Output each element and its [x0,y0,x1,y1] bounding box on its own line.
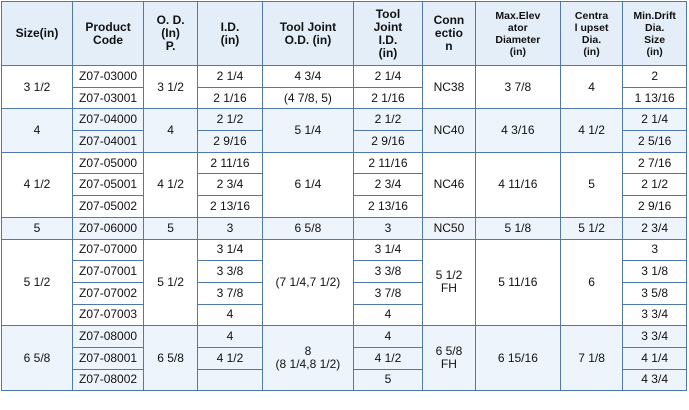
tool-joint-od-cell: 6 5/8 [262,217,353,239]
table-row [2,217,687,239]
table-row [2,152,687,174]
max-elevator-cell: 5 11/16 [475,239,560,326]
drill-pipe-spec-table [1,1,687,391]
product-code-cell: Z07-05002 [73,196,144,218]
tool-joint-id-cell: 4 [354,304,423,326]
tool-joint-id-cell: 2 1/16 [354,87,423,109]
central-upset-cell: 6 [560,239,623,326]
product-code-cell: Z07-07002 [73,282,144,304]
table-row [2,66,687,88]
max-elevator-cell: 6 15/16 [475,326,560,391]
id-cell: 3 [198,217,263,239]
max-elevator-cell: 5 1/8 [475,217,560,239]
central-upset-cell: 7 1/8 [560,326,623,391]
table-row [2,326,687,348]
tool-joint-id-cell: 2 13/16 [354,196,423,218]
header-size: Size(in) [2,2,73,66]
tool-joint-id-cell: 2 9/16 [354,131,423,153]
tool-joint-id-cell: 2 1/2 [354,109,423,131]
id-cell: 2 9/16 [198,131,263,153]
id-cell: 3 1/4 [198,239,263,261]
id-cell: 2 1/4 [198,66,263,88]
id-cell: 2 11/16 [198,152,263,174]
min-drift-cell: 2 5/16 [623,131,687,153]
connection-cell: NC50 [422,217,475,239]
connection-cell: NC38 [422,66,475,109]
min-drift-cell: 2 1/4 [623,109,687,131]
id-cell: 2 1/2 [198,109,263,131]
product-code-cell: Z07-08000 [73,326,144,348]
product-code-cell: Z07-04000 [73,109,144,131]
min-drift-cell: 3 5/8 [623,282,687,304]
tool-joint-id-cell: 3 7/8 [354,282,423,304]
size-cell: 3 1/2 [2,66,73,109]
connection-cell: 6 5/8 FH [422,326,475,391]
tool-joint-id-cell: 2 11/16 [354,152,423,174]
max-elevator-cell: 4 11/16 [475,152,560,217]
id-cell: 2 1/16 [198,87,263,109]
product-code-cell: Z07-07003 [73,304,144,326]
id-cell: 4 1/2 [198,347,263,369]
min-drift-cell: 2 1/2 [623,174,687,196]
id-cell [198,369,263,391]
header-id: I.D. (in) [198,2,263,66]
central-upset-cell: 5 1/2 [560,217,623,239]
tool-joint-id-cell: 3 3/8 [354,261,423,283]
product-code-cell: Z07-07001 [73,261,144,283]
min-drift-cell: 3 1/8 [623,261,687,283]
tool-joint-id-cell: 4 1/2 [354,347,423,369]
size-cell: 4 [2,109,73,152]
header-product-code: Product Code [73,2,144,66]
product-code-cell: Z07-05000 [73,152,144,174]
size-cell: 5 1/2 [2,239,73,326]
tool-joint-od-cell: (7 1/4,7 1/2) [262,239,353,326]
connection-cell: NC40 [422,109,475,152]
product-code-cell: Z07-05001 [73,174,144,196]
header-max-elevator-diameter: Max.Elev ator Diameter (in) [475,2,560,66]
min-drift-cell: 4 3/4 [623,369,687,391]
product-code-cell: Z07-03001 [73,87,144,109]
header-od: O. D. (In) P. [144,2,198,66]
id-cell: 3 7/8 [198,282,263,304]
header-min-drift-size: Min.Drift Dia. Size (in) [623,2,687,66]
central-upset-cell: 4 [560,66,623,109]
size-cell: 5 [2,217,73,239]
id-cell: 4 [198,326,263,348]
connection-cell: 5 1/2 FH [422,239,475,326]
product-code-cell: Z07-08001 [73,347,144,369]
min-drift-cell: 4 1/4 [623,347,687,369]
header-row [2,2,687,66]
product-code-cell: Z07-07000 [73,239,144,261]
id-cell: 3 3/8 [198,261,263,283]
min-drift-cell: 2 [623,66,687,88]
od-cell: 4 [144,109,198,152]
tool-joint-id-cell: 5 [354,369,423,391]
od-cell: 5 1/2 [144,239,198,326]
header-connection: Conn ectio n [422,2,475,66]
product-code-cell: Z07-08002 [73,369,144,391]
header-central-upset-dia: Centra l upset Dia. (in) [560,2,623,66]
tool-joint-od-cell: 4 3/4 [262,66,353,88]
tool-joint-od-cell: 8 (8 1/4,8 1/2) [262,326,353,391]
tool-joint-id-cell: 2 3/4 [354,174,423,196]
min-drift-cell: 3 [623,239,687,261]
tool-joint-id-cell: 3 1/4 [354,239,423,261]
table-row [2,239,687,261]
od-cell: 4 1/2 [144,152,198,217]
min-drift-cell: 3 3/4 [623,326,687,348]
min-drift-cell: 2 7/16 [623,152,687,174]
tool-joint-od-cell: 5 1/4 [262,109,353,152]
tool-joint-id-cell: 3 [354,217,423,239]
connection-cell: NC46 [422,152,475,217]
size-cell: 6 5/8 [2,326,73,391]
header-tool-joint-id: Tool Joint I.D. (in) [354,2,423,66]
header-tool-joint-od: Tool Joint O.D. (in) [262,2,353,66]
central-upset-cell: 5 [560,152,623,217]
product-code-cell: Z07-06000 [73,217,144,239]
product-code-cell: Z07-03000 [73,66,144,88]
od-cell: 6 5/8 [144,326,198,391]
min-drift-cell: 3 3/4 [623,304,687,326]
tool-joint-od-cell: (4 7/8, 5) [262,87,353,109]
size-cell: 4 1/2 [2,152,73,217]
max-elevator-cell: 3 7/8 [475,66,560,109]
tool-joint-id-cell: 4 [354,326,423,348]
id-cell: 2 3/4 [198,174,263,196]
od-cell: 5 [144,217,198,239]
id-cell: 4 [198,304,263,326]
tool-joint-od-cell: 6 1/4 [262,152,353,217]
od-cell: 3 1/2 [144,66,198,109]
id-cell: 2 13/16 [198,196,263,218]
max-elevator-cell: 4 3/16 [475,109,560,152]
table-row [2,109,687,131]
min-drift-cell: 2 9/16 [623,196,687,218]
product-code-cell: Z07-04001 [73,131,144,153]
min-drift-cell: 2 3/4 [623,217,687,239]
tool-joint-id-cell: 2 1/4 [354,66,423,88]
min-drift-cell: 1 13/16 [623,87,687,109]
central-upset-cell: 4 1/2 [560,109,623,152]
